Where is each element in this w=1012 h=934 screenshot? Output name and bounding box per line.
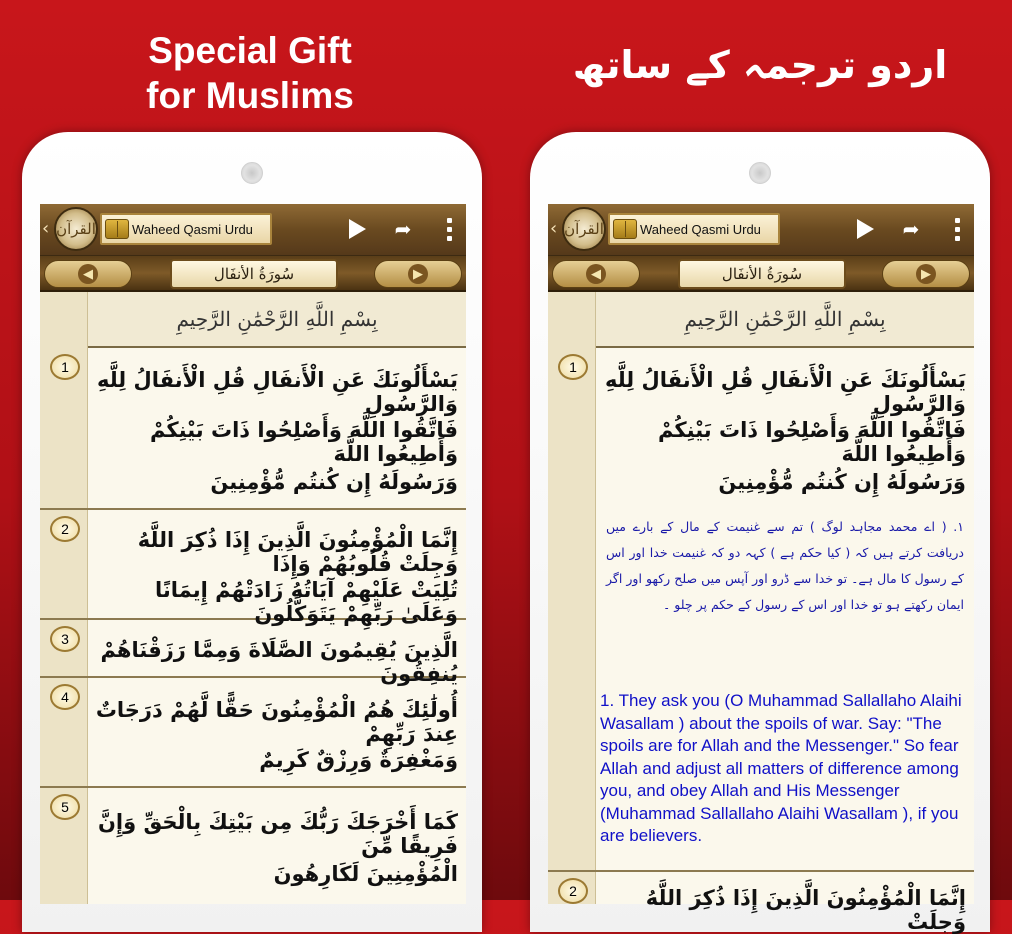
next-surah-button[interactable]	[882, 260, 970, 288]
ayah-row[interactable]	[40, 510, 466, 626]
share-button[interactable]	[896, 214, 926, 244]
surah-title: سُورَةُ الأنفَال	[170, 259, 338, 289]
previous-surah-button[interactable]	[44, 260, 132, 288]
ayah-list[interactable]	[548, 292, 974, 934]
play-button[interactable]	[850, 214, 880, 244]
ayah-arabic-line: كَمَا أَخْرَجَكَ رَبُّكَ مِن بَيْتِكَ بِالْحَقِّ وَإِنَّ فَرِيقًا مِّنَ	[97, 810, 458, 858]
quran-logo-icon[interactable]	[562, 207, 606, 251]
play-button[interactable]	[342, 214, 372, 244]
logo-text: القرآن	[56, 220, 96, 238]
ayah-arabic-line: وَرَسُولَهُ إِن كُنتُم مُّؤْمِنِينَ	[210, 470, 458, 494]
ayah-arabic-line: الَّذِينَ يُقِيمُونَ الصَّلَاةَ وَمِمَّا رَزَقْنَاهُمْ يُنفِقُونَ	[100, 638, 458, 686]
translator-select[interactable]	[100, 213, 272, 245]
translator-label: Waheed Qasmi Urdu	[132, 221, 253, 237]
book-icon	[105, 219, 129, 239]
more-menu-button[interactable]	[942, 214, 972, 244]
phone-speaker	[241, 162, 263, 184]
ayah-arabic-line: وَمَغْفِرَةٌ وَرِزْقٌ كَرِيمٌ	[259, 748, 458, 772]
more-vert-icon	[447, 218, 452, 241]
urdu-translation: ۱. ( اے محمد مجاہد لوگ ) تم سے غنیمت کے مال کے بارے میں دریافت کرتے ہیں کہ ( کیا حکم ہے ) کہہ دو کہ غنیمت خدا اور اس کے رسول کا مال ہے۔ تو خدا سے ڈرو اور آپس میں صلح رکھو اور اگر ایمان رکھتے ہو تو خدا اور اس کے رسول کے حکم پر چلو ۔	[606, 519, 964, 612]
bismillah: بِسْمِ اللَّهِ الرَّحْمَٰنِ الرَّحِيمِ	[596, 292, 974, 348]
phone-mockup-right	[530, 132, 990, 932]
app-toolbar	[548, 204, 974, 256]
more-menu-button[interactable]	[434, 214, 464, 244]
ayah-number: 4	[50, 684, 80, 710]
translator-label: Waheed Qasmi Urdu	[640, 221, 761, 237]
ayah-arabic-line: الْمُؤْمِنِينَ لَكَارِهُونَ	[273, 862, 458, 886]
arrow-left-icon: ◀	[78, 264, 98, 284]
arrow-right-icon: ▶	[916, 264, 936, 284]
english-translation: 1. They ask you (O Muhammad Sallallaho Alaihi Wasallam ) about the spoils of war. Say: "The spoils are for Allah and the Messenger." So fear Allah and adjust all matters of difference among you, and obey Allah and His Messenger (Muhammad Sallallaho Alaihi Wasallam ), if you are believers.	[600, 691, 962, 845]
ayah-arabic-line: وَرَسُولَهُ إِن كُنتُم مُّؤْمِنِينَ	[718, 470, 966, 494]
ayah-number: 2	[558, 878, 588, 904]
ayah-arabic-line: فَاتَّقُوا اللَّهَ وَأَصْلِحُوا ذَاتَ بَيْنِكُمْ وَأَطِيعُوا اللَّهَ	[657, 418, 966, 466]
bismillah: بِسْمِ اللَّهِ الرَّحْمَٰنِ الرَّحِيمِ	[88, 292, 466, 348]
ayah-arabic-line: فَاتَّقُوا اللَّهَ وَأَصْلِحُوا ذَاتَ بَيْنِكُمْ وَأَطِيعُوا اللَّهَ	[149, 418, 458, 466]
ayah-row[interactable]	[40, 348, 466, 510]
arrow-left-icon: ◀	[586, 264, 606, 284]
share-button[interactable]	[388, 214, 418, 244]
logo-text: القرآن	[564, 220, 604, 238]
ayah-arabic-line: أُولَٰئِكَ هُمُ الْمُؤْمِنُونَ حَقًّا لَّهُمْ دَرَجَاتٌ عِندَ رَبِّهِمْ	[95, 698, 458, 746]
app-screen-right	[548, 204, 974, 934]
share-icon: ➦	[902, 217, 920, 241]
ayah-number: 1	[558, 354, 588, 380]
surah-navigation-bar	[40, 256, 466, 292]
headline-line-2: for Muslims	[146, 75, 354, 116]
ayah-list[interactable]	[40, 292, 466, 904]
ayah-number: 3	[50, 626, 80, 652]
ayah-row[interactable]	[548, 872, 974, 932]
ayah-arabic-line: يَسْأَلُونَكَ عَنِ الْأَنفَالِ قُلِ الْأَنفَالُ لِلَّهِ وَالرَّسُولِ	[97, 368, 458, 416]
headline-line-1: Special Gift	[148, 30, 352, 71]
ayah-row[interactable]	[40, 620, 466, 686]
quran-logo-icon[interactable]	[54, 207, 98, 251]
ayah-arabic-line: تُلِيَتْ عَلَيْهِمْ آيَاتُهُ زَادَتْهُمْ إِيمَانًا وَعَلَىٰ رَبِّهِمْ يَتَوَكَّلُونَ	[154, 578, 458, 626]
arrow-right-icon: ▶	[408, 264, 428, 284]
ayah-number: 1	[50, 354, 80, 380]
previous-surah-button[interactable]	[552, 260, 640, 288]
phone-mockup-left	[22, 132, 482, 932]
ayah-arabic-line: يَسْأَلُونَكَ عَنِ الْأَنفَالِ قُلِ الْأَنفَالُ لِلَّهِ وَالرَّسُولِ	[605, 368, 966, 416]
surah-navigation-bar	[548, 256, 974, 292]
ayah-row[interactable]	[548, 348, 974, 872]
share-icon: ➦	[394, 217, 412, 241]
ayah-arabic-line: إِنَّمَا الْمُؤْمِنُونَ الَّذِينَ إِذَا ذُكِرَ اللَّهُ وَجِلَتْ قُلُوبُهُمْ وَإِذَا	[137, 528, 458, 576]
ayah-arabic-line: إِنَّمَا الْمُؤْمِنُونَ الَّذِينَ إِذَا ذُكِرَ اللَّهُ وَجِلَتْ	[645, 886, 966, 934]
phone-speaker	[749, 162, 771, 184]
ayah-number: 2	[50, 516, 80, 542]
headline-special-gift	[60, 28, 440, 118]
surah-title: سُورَةُ الأنفَال	[678, 259, 846, 289]
app-screen-left	[40, 204, 466, 904]
next-surah-button[interactable]	[374, 260, 462, 288]
translator-select[interactable]	[608, 213, 780, 245]
ayah-row[interactable]	[40, 788, 466, 918]
chevron-left-icon[interactable]: ‹	[42, 218, 50, 239]
more-vert-icon	[955, 218, 960, 241]
book-icon	[613, 219, 637, 239]
ayah-number: 5	[50, 794, 80, 820]
app-toolbar	[40, 204, 466, 256]
headline-urdu-translation: اردو ترجمہ کے ساتھ	[572, 43, 948, 87]
chevron-left-icon[interactable]: ‹	[550, 218, 558, 239]
ayah-row[interactable]	[40, 678, 466, 788]
